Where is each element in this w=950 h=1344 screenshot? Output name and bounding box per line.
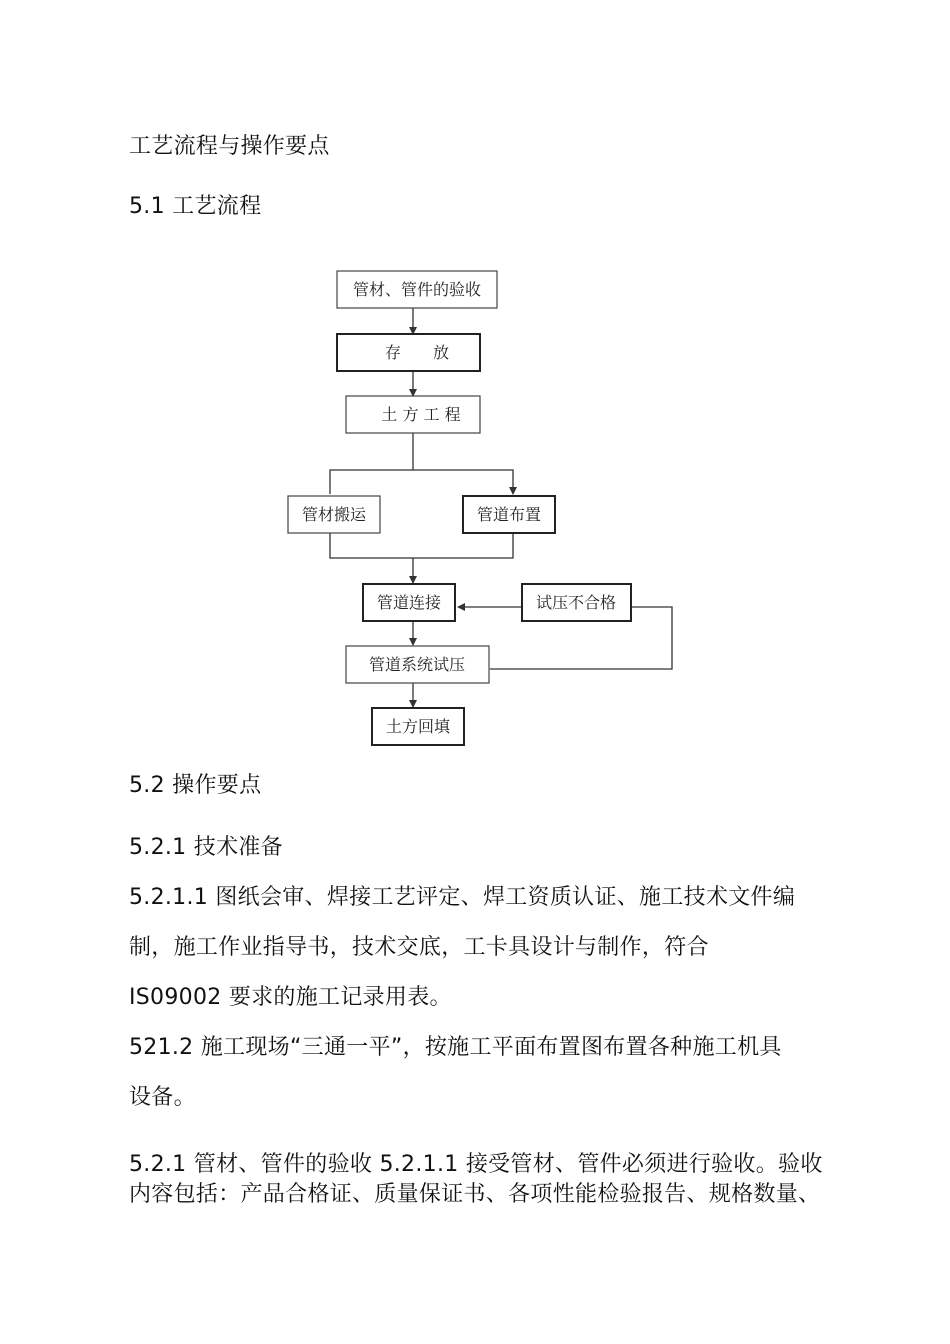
para2-line2: 设备。 [129,1085,196,1110]
para1-line2: 制，施工作业指导书，技术交底，工卡具设计与制作，符合 [129,935,709,960]
para1-line3: IS09002 要求的施工记录用表。 [129,985,452,1010]
label-connect: 管道连接 [376,593,442,612]
label-fail: 试压不合格 [535,593,617,612]
para1-line1: 5.2.1.1 图纸会审、焊接工艺评定、焊工资质认证、施工技术文件编 [129,885,796,910]
label-accept: 管材、管件的验收 [352,280,482,299]
para3-line2: 内容包括：产品合格证、质量保证书、各项性能检验报告、规格数量、 [129,1182,821,1207]
section-heading-5-2: 5.2 操作要点 [129,773,262,798]
line-merge [330,533,513,558]
label-earthwork: 土 方 工 程 [381,405,461,424]
label-layout: 管道布置 [476,505,542,524]
label-store: 存 放 [384,343,450,362]
para3-line1: 5.2.1 管材、管件的验收 5.2.1.1 接受管材、管件必须进行验收。验收 [129,1152,823,1177]
label-transport: 管材搬运 [301,505,367,524]
section-heading-5-2-1: 5.2.1 技术准备 [129,835,283,860]
section-heading-5-1: 5.1 工艺流程 [129,194,262,219]
label-backfill: 土方回填 [385,717,451,736]
label-test: 管道系统试压 [368,655,466,674]
page-heading: 工艺流程与操作要点 [129,134,330,159]
para2-line1: 521.2 施工现场“三通一平”，按施工平面布置图布置各种施工机具 [129,1035,782,1060]
line-earthwork-split [330,433,413,494]
arrow-to-layout [413,470,513,494]
